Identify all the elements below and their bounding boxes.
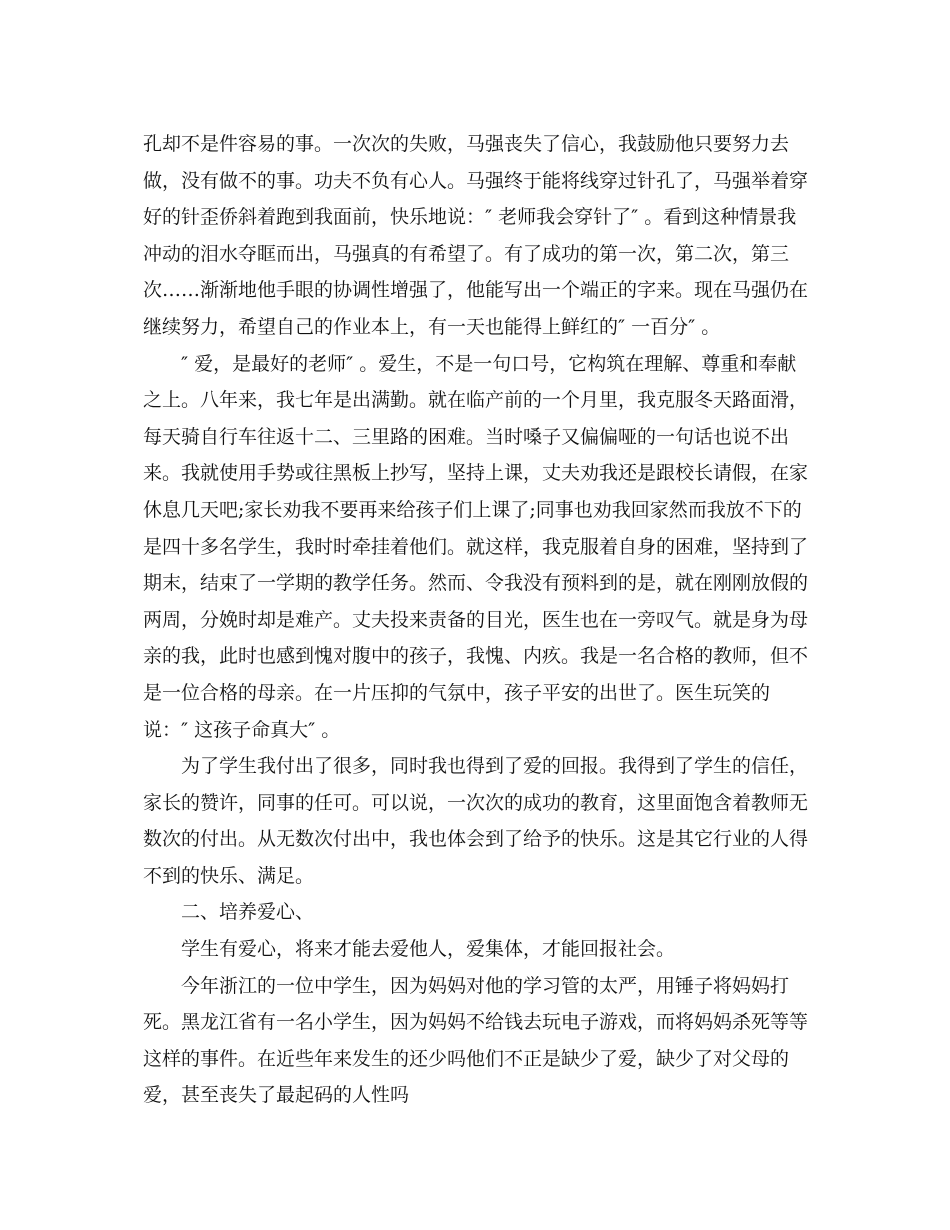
paragraph bbox=[143, 968, 809, 1114]
text-line: 是四十多名学生，我时时牵挂着他们。就这样，我克服着自身的困难，坚持到了 bbox=[143, 535, 809, 558]
text-line: 休息几天吧;家长劝我不要再来给孩子们上课了;同事也劝我回家然而我放不下的 bbox=[143, 498, 802, 521]
text-line: 学生有爱心，将来才能去爱他人，爱集体，才能回报社会。 bbox=[181, 938, 676, 961]
text-line: 死。黑龙江省有一名小学生，因为妈妈不给钱去玩电子游戏，而将妈妈杀死等等 bbox=[143, 1011, 809, 1034]
text-line: 之上。八年来，我七年是出满勤。就在临产前的一个月里，我克服冬天路面滑， bbox=[143, 389, 809, 412]
text-line: 冲动的泪水夺眶而出，马强真的有希望了。有了成功的第一次，第二次，第三 bbox=[143, 242, 790, 265]
text-line: 孔却不是件容易的事。一次次的失败，马强丧失了信心，我鼓励他只要努力去 bbox=[143, 133, 790, 155]
text-line: 说：″ 这孩子命真大″ 。 bbox=[143, 718, 341, 741]
paragraph bbox=[143, 126, 809, 346]
text-line: 二、培养爱心、 bbox=[181, 901, 315, 924]
text-line: 数次的付出。从无数次付出中，我也体会到了给予的快乐。这是其它行业的人得 bbox=[143, 828, 809, 851]
text-line: 继续努力，希望自己的作业本上，有一天也能得上鲜红的″ 一百分″ 。 bbox=[143, 315, 721, 338]
text-line: 每天骑自行车往返十二、三里路的困难。当时嗓子又偏偏哑的一句话也说不出 bbox=[143, 425, 790, 448]
text-line: 这样的事件。在近些年来发生的还少吗他们不正是缺少了爱，缺少了对父母的 bbox=[143, 1047, 790, 1070]
paragraph bbox=[143, 346, 809, 749]
document-body bbox=[143, 126, 809, 1114]
paragraph bbox=[143, 931, 799, 968]
text-line: 来。我就使用手势或往黑板上抄写，坚持上课，丈夫劝我还是跟校长请假，在家 bbox=[143, 462, 809, 485]
paragraph bbox=[143, 748, 809, 894]
text-line: 为了学生我付出了很多，同时我也得到了爱的回报。我得到了学生的信任， bbox=[181, 755, 809, 778]
text-line: 今年浙江的一位中学生，因为妈妈对他的学习管的太严，用锤子将妈妈打 bbox=[181, 974, 790, 997]
text-line: 不到的快乐、满足。 bbox=[143, 864, 315, 887]
text-line: 期末，结束了一学期的教学任务。然而、令我没有预料到的是，就在刚刚放假的 bbox=[143, 572, 809, 595]
text-line: 亲的我，此时也感到愧对腹中的孩子，我愧、内疚。我是一名合格的教师，但不 bbox=[143, 645, 809, 668]
text-line: 两周，分娩时却是难产。丈夫投来责备的目光，医生也在一旁叹气。就是身为母 bbox=[143, 608, 809, 631]
text-line: ″ 爱，是最好的老师″ 。爱生，不是一句口号，它构筑在理解、尊重和奉献 bbox=[181, 352, 797, 375]
section-heading bbox=[143, 894, 799, 931]
text-line: 好的针歪侨斜着跑到我面前，快乐地说：″ 老师我会穿针了″ 。看到这种情景我 bbox=[143, 206, 797, 229]
text-line: 是一位合格的母亲。在一片压抑的气氛中，孩子平安的出世了。医生玩笑的 bbox=[143, 681, 771, 704]
text-line: 家长的赞许，同事的任可。可以说，一次次的成功的教育，这里面饱含着教师无 bbox=[143, 791, 809, 814]
text-line: 做，没有做不的事。功夫不负有心人。马强终于能将线穿过针孔了，马强举着穿 bbox=[143, 169, 809, 192]
text-line: 爱，甚至丧失了最起码的人性吗 bbox=[143, 1084, 410, 1107]
text-line: 次……渐渐地他手眼的协调性增强了，他能写出一个端正的字来。现在马强仍在 bbox=[143, 279, 809, 302]
